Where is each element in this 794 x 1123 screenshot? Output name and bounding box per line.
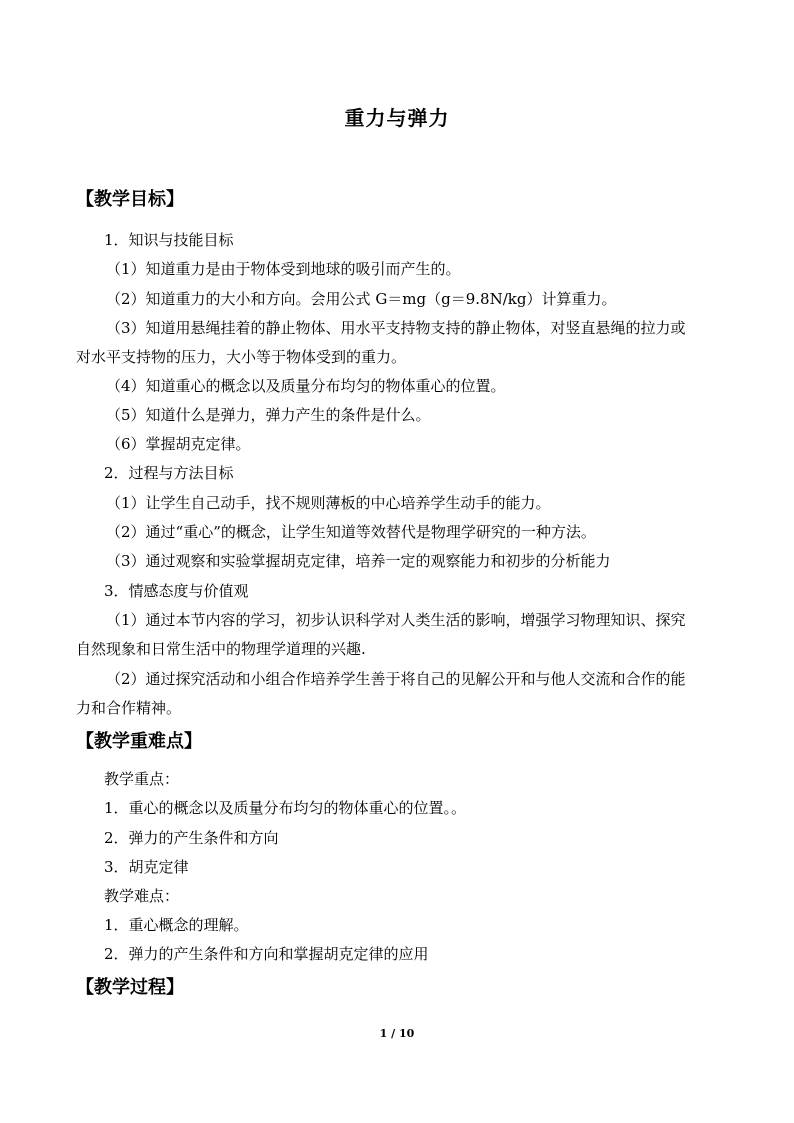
- goal-line: （1）让学生自己动手，找不规则薄板的中心培养学生动手的能力。: [106, 494, 551, 512]
- goal-line: （2）通过探究活动和小组合作培养学生善于将自己的见解公开和与他人交流和合作的能: [106, 670, 686, 688]
- key-point-line: 教学难点：: [104, 887, 180, 905]
- key-point-line: 教学重点：: [104, 770, 180, 788]
- goal-line: （2）通过“重心”的概念，让学生知道等效替代是物理学研究的一种方法。: [106, 523, 596, 541]
- section-heading-process: 【教学过程】: [76, 977, 184, 998]
- goal-line-continuation: 力和合作精神。: [76, 699, 182, 717]
- document-title: 重力与弹力: [344, 106, 450, 130]
- section-heading-key-points: 【教学重难点】: [76, 731, 202, 752]
- section-heading-goals: 【教学目标】: [76, 189, 184, 210]
- goal-line: 2．过程与方法目标: [104, 464, 234, 482]
- goal-line: （1）通过本节内容的学习，初步认识科学对人类生活的影响，增强学习物理知识、探究: [106, 611, 686, 629]
- goal-line: （3）知道用悬绳挂着的静止物体、用水平支持物支持的静止物体，对竖直悬绳的拉力或: [106, 319, 686, 337]
- key-point-line: 1．重心的概念以及质量分布均匀的物体重心的位置。。: [104, 799, 467, 817]
- goal-line-continuation: 自然现象和日常生活中的物理学道理的兴趣.: [76, 640, 366, 658]
- key-point-line: 1．重心概念的理解。: [104, 916, 249, 934]
- goal-line: （6）掌握胡克定律。: [106, 435, 251, 453]
- goal-line: （3）通过观察和实验掌握胡克定律，培养一定的观察能力和初步的分析能力: [106, 552, 611, 570]
- goal-line: （2）知道重力的大小和方向。会用公式 G＝mg（g＝9.8N/kg）计算重力。: [106, 290, 617, 308]
- goal-line: 1．知识与技能目标: [104, 231, 234, 249]
- goal-line: 3．情感态度与价值观: [104, 582, 249, 600]
- goal-line-continuation: 对水平支持物的压力，大小等于物体受到的重力。: [76, 348, 407, 366]
- key-point-line: 2．弹力的产生条件和方向和掌握胡克定律的应用: [104, 945, 429, 963]
- page-indicator: 1 / 10: [379, 1027, 415, 1040]
- key-point-line: 3．胡克定律: [104, 858, 189, 876]
- key-point-line: 2．弹力的产生条件和方向: [104, 829, 279, 847]
- goal-line: （4）知道重心的概念以及质量分布均匀的物体重心的位置。: [106, 377, 506, 395]
- goal-line: （5）知道什么是弹力，弹力产生的条件是什么。: [106, 406, 431, 424]
- goal-line: （1）知道重力是由于物体受到地球的吸引而产生的。: [106, 260, 461, 278]
